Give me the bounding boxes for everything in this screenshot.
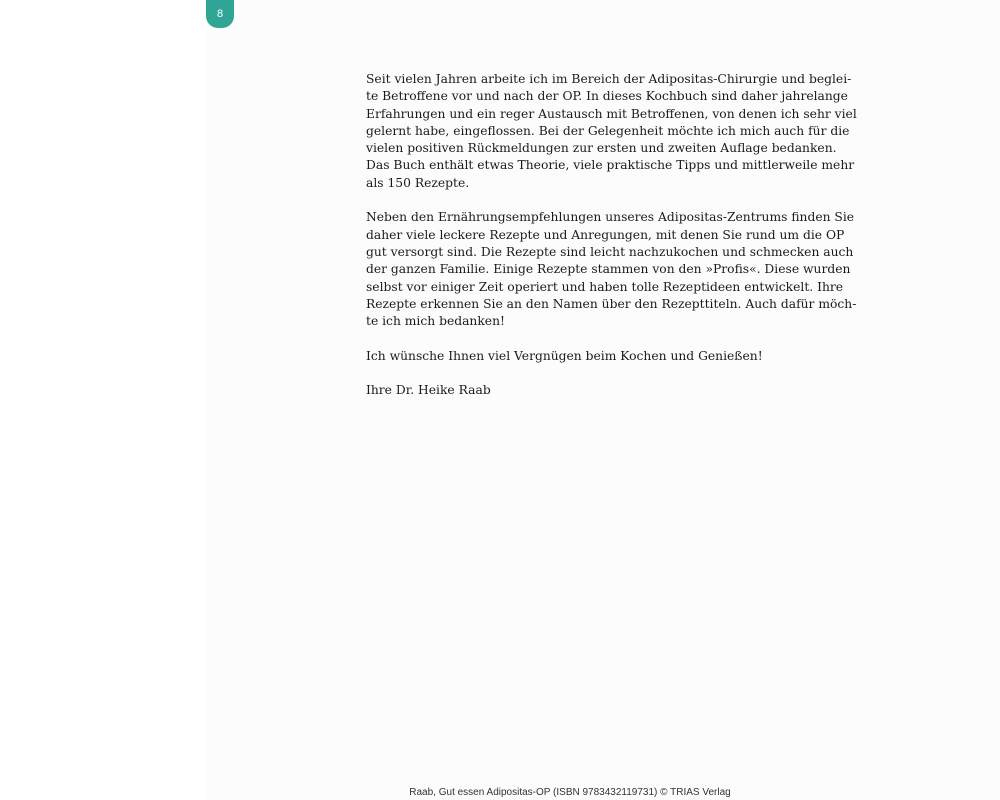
text-line: Rezepte erkennen Sie an den Namen über den Rezepttiteln. Auch dafür möch- (366, 296, 857, 311)
text-line: gelernt habe, eingeflossen. Bei der Gelegenheit möchte ich mich auch für die (366, 123, 850, 138)
footer-citation: Raab, Gut essen Adipositas-OP (ISBN 9783432119731) © TRIAS Verlag (409, 787, 731, 798)
text-line: Ich wünsche Ihnen viel Vergnügen beim Kochen und Genießen! (366, 348, 763, 363)
text-line: Das Buch enthält etwas Theorie, viele praktische Tipps und mittlerweile mehr (366, 158, 855, 173)
text-line: te ich mich bedanken! (366, 314, 505, 329)
text-line: gut versorgt sind. Die Rezepte sind leicht nachzukochen und schmecken auch (366, 244, 854, 259)
text-line: daher viele leckere Rezepte und Anregungen, mit denen Sie rund um die OP (366, 227, 845, 242)
text-line: Erfahrungen und ein reger Austausch mit Betroffenen, von denen ich sehr viel (366, 106, 857, 121)
text-line: Ihre Dr. Heike Raab (366, 383, 491, 398)
paragraph (366, 209, 857, 330)
text-line: vielen positiven Rückmeldungen zur ersten und zweiten Auflage bedanken. (366, 141, 837, 156)
text-line: Neben den Ernährungsempfehlungen unseres Adipositas-Zentrums finden Sie (366, 210, 855, 225)
text-line: der ganzen Familie. Einige Rezepte stammen von den »Profis«. Diese wurden (366, 262, 851, 277)
text-line: als 150 Rezepte. (366, 175, 470, 190)
page-number-badge: 8 (206, 0, 234, 28)
text-line: te Betroffene vor und nach der OP. In dieses Kochbuch sind daher jahrelange (366, 89, 848, 104)
text-line: Seit vielen Jahren arbeite ich im Bereich der Adipositas-Chirurgie und beglei- (366, 72, 852, 86)
signature-line (366, 382, 806, 399)
paragraph (366, 348, 806, 365)
paragraph (366, 71, 857, 192)
text-line: selbst vor einiger Zeit operiert und haben tolle Rezeptideen entwickelt. Ihre (366, 279, 844, 294)
body-text (366, 71, 857, 417)
